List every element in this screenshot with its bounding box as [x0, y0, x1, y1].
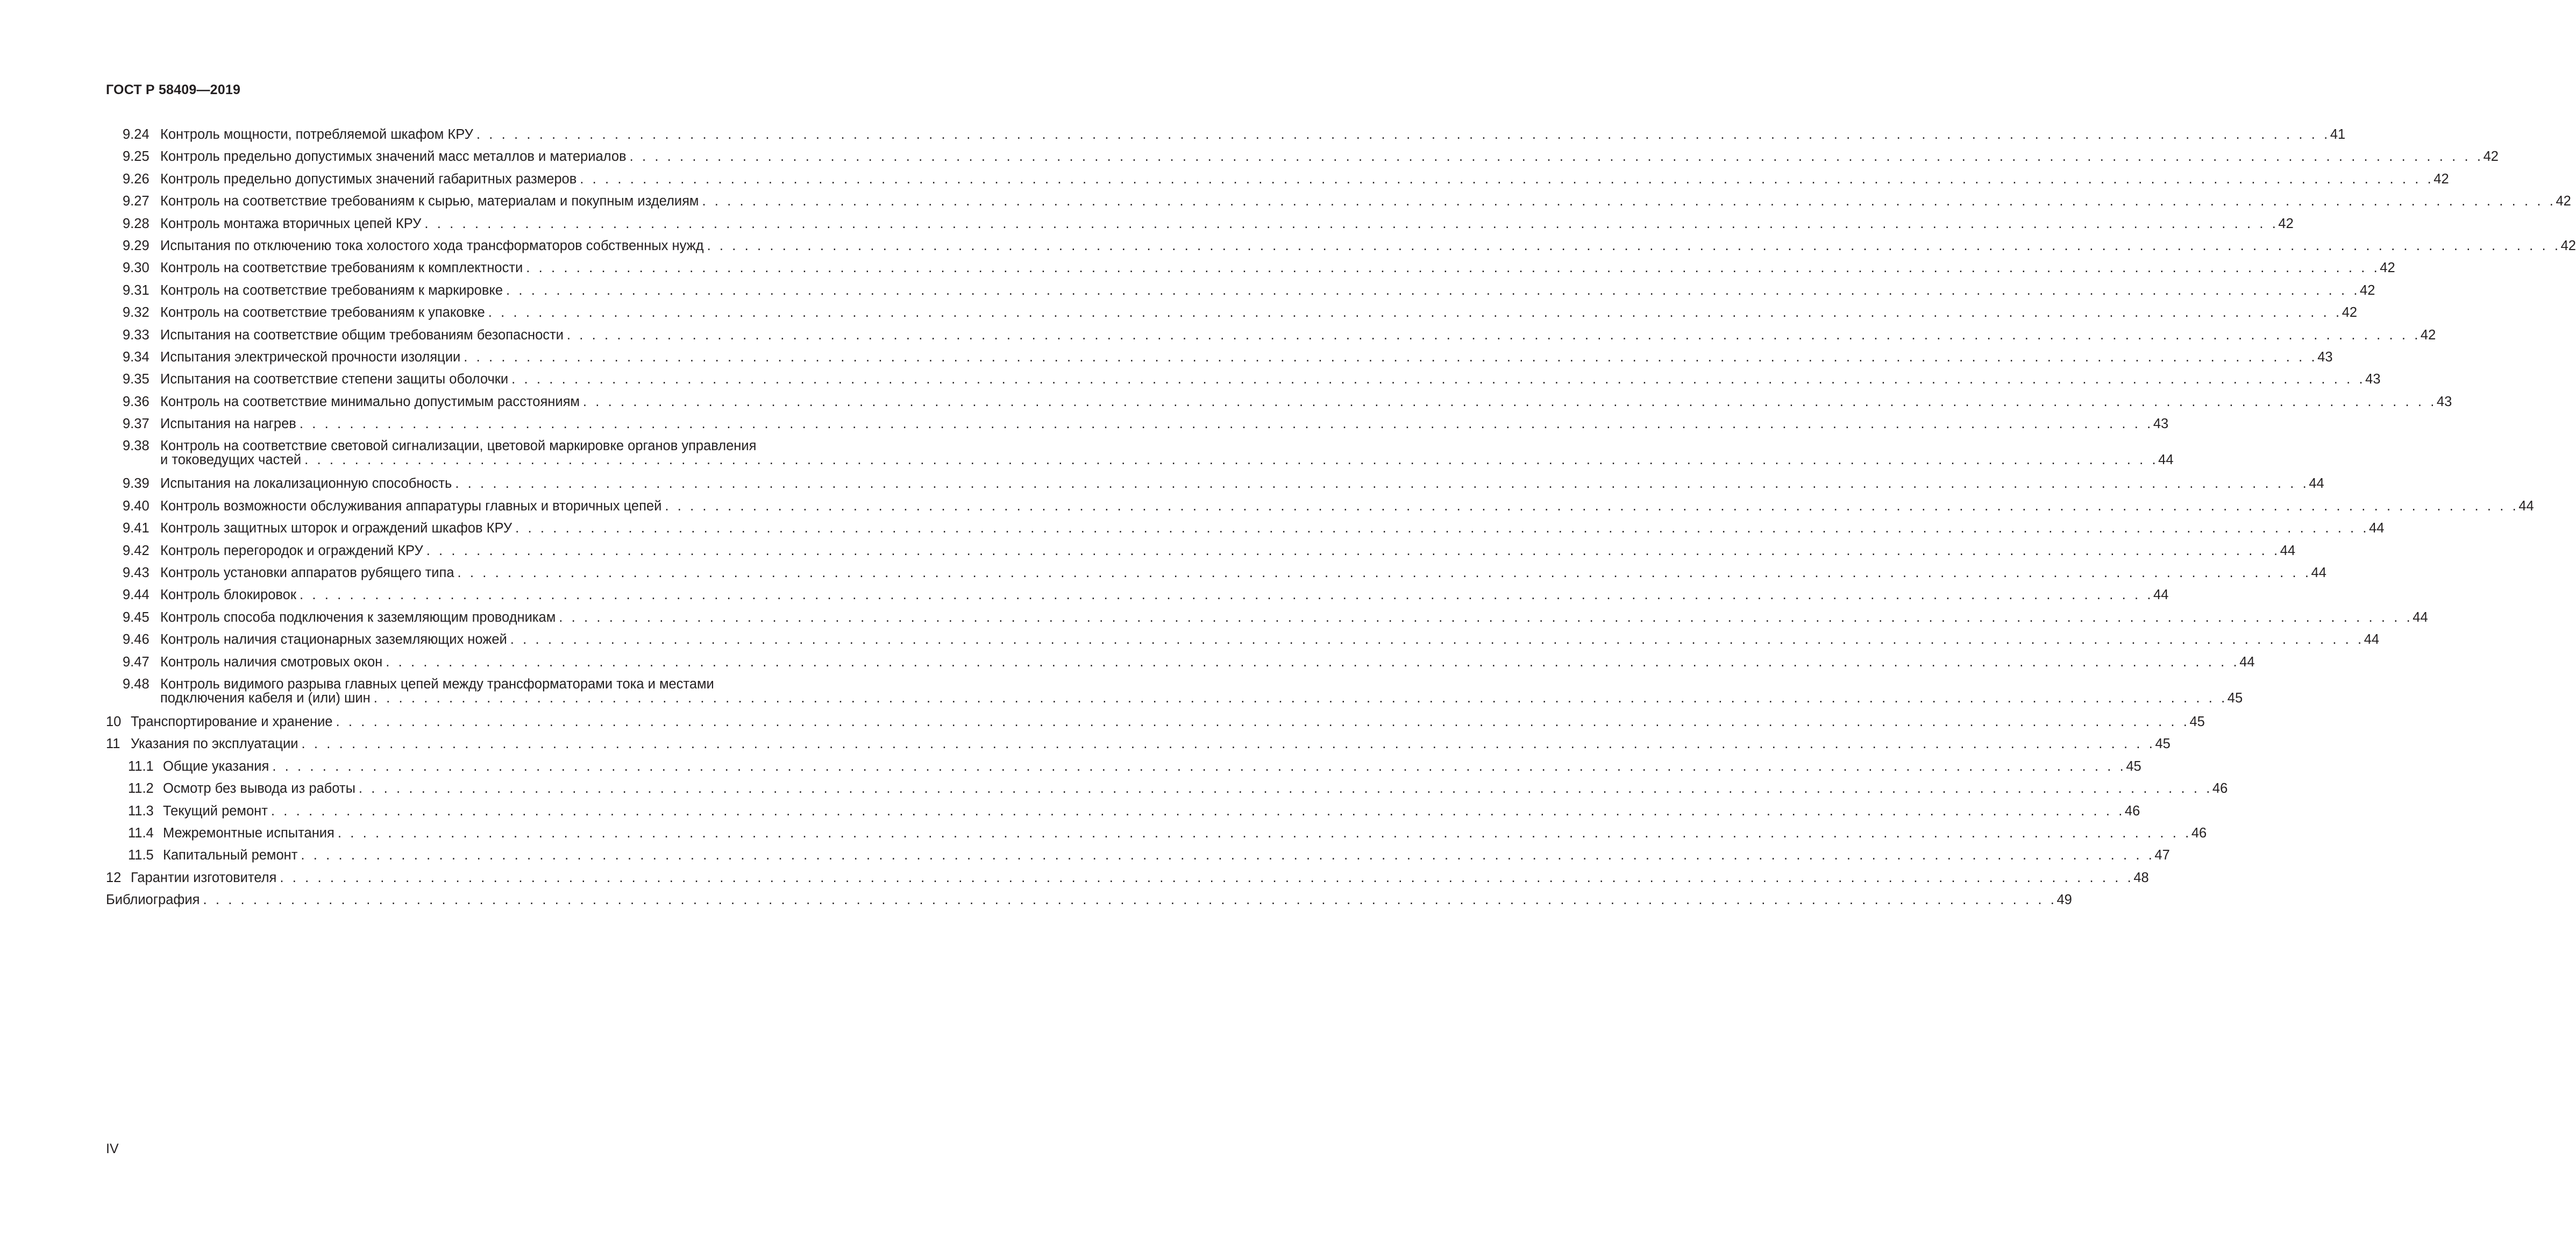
toc-entry-number: 9.48 [123, 676, 150, 692]
toc-entry-title: Контроль монтажа вторичных цепей КРУ [160, 216, 422, 231]
toc-entry-page: 47 [2154, 848, 2170, 863]
toc-entry-page: 44 [2518, 498, 2534, 514]
toc-entry-number: 9.44 [123, 587, 150, 603]
toc-entry-title: Испытания на соответствие общим требованиям безопасности [160, 327, 564, 343]
toc-entry-page: 44 [2364, 632, 2380, 648]
toc-entry[interactable] [0, 168, 2449, 190]
toc-entry[interactable] [0, 629, 2380, 651]
toc-entry-number: 9.32 [123, 305, 150, 321]
toc-entry-title: Осмотр без вывода из работы [163, 781, 355, 797]
toc-entry-title: Контроль наличия стационарных заземляющих ножей [160, 632, 507, 648]
toc-leader-dots: . . . . . . . . . . . . . . . . . . . . . . . . . . . . . . . . . . . . . . . . . . . . . . . . . . . . . . . . . . . . . . . . . . . . . . . . . . . . . . . . . . . . . . . . . . . . . . . . . . . . . . . . . . . . . . . . . . . . . . . . . . . . . . . . . . . . . . . . . . . . . . . . . . . . [336, 714, 2190, 729]
toc-entry-title: Контроль блокировок [160, 587, 297, 603]
toc-leader-dots: . . . . . . . . . . . . . . . . . . . . . . . . . . . . . . . . . . . . . . . . . . . . . . . . . . . . . . . . . . . . . . . . . . . . . . . . . . . . . . . . . . . . . . . . . . . . . . . . . . . . . . . . . . . . . . . . . . . . . . . . . . . . . . . . . . . . . . . . . . . . . . . . . . . . [629, 149, 2484, 165]
toc-entry-page: 42 [2360, 282, 2375, 298]
toc-entry-title: Гарантии изготовителя [131, 870, 277, 885]
toc-entry-number: 9.28 [123, 216, 150, 231]
toc-entry-title: Контроль на соответствие световой сигнализации, цветовой маркировке органов управления [160, 438, 757, 454]
toc-leader-dots: . . . . . . . . . . . . . . . . . . . . . . . . . . . . . . . . . . . . . . . . . . . . . . . . . . . . . . . . . . . . . . . . . . . . . . . . . . . . . . . . . . . . . . . . . . . . . . . . . . . . . . . . . . . . . . . . . . . . . . . . . . . . . . . . . . . . . . . . . . . . . . . . . . . . [510, 632, 2364, 648]
toc-entry-page: 43 [2317, 349, 2333, 365]
toc-entry-number: 9.39 [123, 476, 150, 492]
toc-entry-number: 9.24 [123, 127, 150, 142]
toc-entry-number: 11 [106, 736, 120, 752]
toc-leader-dots: . . . . . . . . . . . . . . . . . . . . . . . . . . . . . . . . . . . . . . . . . . . . . . . . . . . . . . . . . . . . . . . . . . . . . . . . . . . . . . . . . . . . . . . . . . . . . . . . . . . . . . . . . . . . . . . . . . . . . . . . . . . . . . . . . . . . . . . . . . . . . . . . . . . . [707, 238, 2561, 253]
toc-entry-page: 46 [2191, 825, 2207, 841]
toc-entry[interactable] [0, 257, 2395, 279]
toc-entry[interactable] [0, 562, 2326, 584]
toc-leader-dots: . . . . . . . . . . . . . . . . . . . . . . . . . . . . . . . . . . . . . . . . . . . . . . . . . . . . . . . . . . . . . . . . . . . . . . . . . . . . . . . . . . . . . . . . . . . . . . . . . . . . . . . . . . . . . . . . . . . . . . . . . . . . . . . . . . . . . . . . . . . . . . . . . . . . [665, 498, 2519, 514]
table-of-contents [0, 124, 2576, 912]
toc-entry-number: 10 [106, 714, 122, 729]
toc-entry-title: Испытания на соответствие степени защиты оболочки [160, 372, 509, 387]
toc-entry-title: Контроль возможности обслуживания аппаратуры главных и вторичных цепей [160, 498, 662, 514]
toc-entry[interactable] [0, 280, 2375, 302]
toc-entry-title: Капитальный ремонт [163, 848, 298, 863]
toc-entry-number: 11.2 [128, 781, 154, 797]
toc-entry[interactable] [0, 651, 2255, 673]
toc-entry-title: и токоведущих частей [160, 452, 302, 468]
toc-entry-number: 9.35 [123, 372, 150, 387]
toc-entry-page: 46 [2124, 803, 2140, 819]
toc-entry-title: Контроль мощности, потребляемой шкафом КРУ [160, 127, 473, 142]
toc-entry-page: 49 [2056, 892, 2072, 908]
toc-entry[interactable] [0, 146, 2499, 168]
toc-leader-dots: . . . . . . . . . . . . . . . . . . . . . . . . . . . . . . . . . . . . . . . . . . . . . . . . . . . . . . . . . . . . . . . . . . . . . . . . . . . . . . . . . . . . . . . . . . . . . . . . . . . . . . . . . . . . . . . . . . . . . . . . . . . . . . . . . . . . . . . . . . . . . . . . . . . . [426, 543, 2280, 558]
toc-entry-title: Текущий ремонт [163, 803, 268, 819]
toc-entry-number: 9.46 [123, 632, 150, 648]
toc-entry-title: Испытания электрической прочности изоляции [160, 349, 461, 365]
toc-entry[interactable] [0, 673, 2243, 711]
toc-entry[interactable] [0, 368, 2381, 390]
toc-leader-dots: . . . . . . . . . . . . . . . . . . . . . . . . . . . . . . . . . . . . . . . . . . . . . . . . . . . . . . . . . . . . . . . . . . . . . . . . . . . . . . . . . . . . . . . . . . . . . . . . . . . . . . . . . . . . . . . . . . . . . . . . . . . . . . . . . . . . . . . . . . . . . . . . . . . . [304, 452, 2159, 468]
toc-leader-dots: . . . . . . . . . . . . . . . . . . . . . . . . . . . . . . . . . . . . . . . . . . . . . . . . . . . . . . . . . . . . . . . . . . . . . . . . . . . . . . . . . . . . . . . . . . . . . . . . . . . . . . . . . . . . . . . . . . . . . . . . . . . . . . . . . . . . . . . . . . . . . . . . . . . . [559, 609, 2413, 625]
toc-leader-dots: . . . . . . . . . . . . . . . . . . . . . . . . . . . . . . . . . . . . . . . . . . . . . . . . . . . . . . . . . . . . . . . . . . . . . . . . . . . . . . . . . . . . . . . . . . . . . . . . . . . . . . . . . . . . . . . . . . . . . . . . . . . . . . . . . . . . . . . . . . . . . . . . . . . . [271, 803, 2125, 819]
toc-leader-dots: . . . . . . . . . . . . . . . . . . . . . . . . . . . . . . . . . . . . . . . . . . . . . . . . . . . . . . . . . . . . . . . . . . . . . . . . . . . . . . . . . . . . . . . . . . . . . . . . . . . . . . . . . . . . . . . . . . . . . . . . . . . . . . . . . . . . . . . . . . . . . . . . . . . . [476, 127, 2330, 142]
toc-entry-number: 9.33 [123, 327, 150, 343]
toc-entry[interactable] [0, 124, 2346, 146]
toc-entry-number: 9.31 [123, 282, 150, 298]
toc-leader-dots: . . . . . . . . . . . . . . . . . . . . . . . . . . . . . . . . . . . . . . . . . . . . . . . . . . . . . . . . . . . . . . . . . . . . . . . . . . . . . . . . . . . . . . . . . . . . . . . . . . . . . . . . . . . . . . . . . . . . . . . . . . . . . . . . . . . . . . . . . . . . . . . . . . . . [526, 260, 2380, 276]
toc-entry-page: 42 [2278, 216, 2294, 231]
toc-leader-dots: . . . . . . . . . . . . . . . . . . . . . . . . . . . . . . . . . . . . . . . . . . . . . . . . . . . . . . . . . . . . . . . . . . . . . . . . . . . . . . . . . . . . . . . . . . . . . . . . . . . . . . . . . . . . . . . . . . . . . . . . . . . . . . . . . . . . . . . . . . . . . . . . . . . . [301, 736, 2155, 752]
toc-entry[interactable] [0, 889, 2072, 911]
toc-entry[interactable] [0, 844, 2170, 866]
toc-entry-number: 9.27 [123, 194, 150, 209]
toc-entry[interactable] [0, 213, 2294, 235]
toc-entry-title: Контроль предельно допустимых значений масс металлов и материалов [160, 149, 627, 165]
toc-entry-number: 9.29 [123, 238, 150, 253]
toc-entry-page: 45 [2155, 736, 2171, 752]
toc-entry-number: 9.45 [123, 609, 150, 625]
toc-entry-number: 9.43 [123, 565, 150, 581]
toc-entry-title: Контроль предельно допустимых значений габаритных размеров [160, 171, 577, 187]
toc-leader-dots: . . . . . . . . . . . . . . . . . . . . . . . . . . . . . . . . . . . . . . . . . . . . . . . . . . . . . . . . . . . . . . . . . . . . . . . . . . . . . . . . . . . . . . . . . . . . . . . . . . . . . . . . . . . . . . . . . . . . . . . . . . . . . . . . . . . . . . . . . . . . . . . . . . . . [582, 394, 2437, 409]
toc-entry-number: 9.42 [123, 543, 150, 558]
toc-entry-page: 43 [2153, 416, 2169, 432]
toc-entry-page: 44 [2153, 587, 2169, 603]
toc-entry-number: 9.47 [123, 654, 150, 670]
toc-leader-dots: . . . . . . . . . . . . . . . . . . . . . . . . . . . . . . . . . . . . . . . . . . . . . . . . . . . . . . . . . . . . . . . . . . . . . . . . . . . . . . . . . . . . . . . . . . . . . . . . . . . . . . . . . . . . . . . . . . . . . . . . . . . . . . . . . . . . . . . . . . . . . . . . . . . . [386, 654, 2240, 670]
toc-leader-dots: . . . . . . . . . . . . . . . . . . . . . . . . . . . . . . . . . . . . . . . . . . . . . . . . . . . . . . . . . . . . . . . . . . . . . . . . . . . . . . . . . . . . . . . . . . . . . . . . . . . . . . . . . . . . . . . . . . . . . . . . . . . . . . . . . . . . . . . . . . . . . . . . . . . . [424, 216, 2279, 231]
toc-entry[interactable] [0, 324, 2436, 346]
toc-leader-dots: . . . . . . . . . . . . . . . . . . . . . . . . . . . . . . . . . . . . . . . . . . . . . . . . . . . . . . . . . . . . . . . . . . . . . . . . . . . . . . . . . . . . . . . . . . . . . . . . . . . . . . . . . . . . . . . . . . . . . . . . . . . . . . . . . . . . . . . . . . . . . . . . . . . . [566, 327, 2421, 343]
toc-leader-dots: . . . . . . . . . . . . . . . . . . . . . . . . . . . . . . . . . . . . . . . . . . . . . . . . . . . . . . . . . . . . . . . . . . . . . . . . . . . . . . . . . . . . . . . . . . . . . . . . . . . . . . . . . . . . . . . . . . . . . . . . . . . . . . . . . . . . . . . . . . . . . . . . . . . . [300, 587, 2154, 603]
toc-entry-page: 44 [2309, 476, 2324, 492]
toc-entry-page: 45 [2189, 714, 2205, 729]
toc-entry-page: 42 [2342, 305, 2358, 321]
toc-entry[interactable] [0, 391, 2452, 413]
toc-entry-page: 45 [2227, 690, 2243, 706]
toc-entry-title: Контроль защитных шторок и ограждений шкафов КРУ [160, 521, 513, 536]
toc-entry[interactable] [0, 867, 2149, 889]
toc-leader-dots: . . . . . . . . . . . . . . . . . . . . . . . . . . . . . . . . . . . . . . . . . . . . . . . . . . . . . . . . . . . . . . . . . . . . . . . . . . . . . . . . . . . . . . . . . . . . . . . . . . . . . . . . . . . . . . . . . . . . . . . . . . . . . . . . . . . . . . . . . . . . . . . . . . . . [203, 892, 2057, 908]
toc-entry-title: Контроль на соответствие требованиям к комплектности [160, 260, 523, 276]
toc-entry[interactable] [0, 413, 2169, 435]
toc-entry-number: 9.37 [123, 416, 150, 432]
toc-leader-dots: . . . . . . . . . . . . . . . . . . . . . . . . . . . . . . . . . . . . . . . . . . . . . . . . . . . . . . . . . . . . . . . . . . . . . . . . . . . . . . . . . . . . . . . . . . . . . . . . . . . . . . . . . . . . . . . . . . . . . . . . . . . . . . . . . . . . . . . . . . . . . . . . . . . . [515, 521, 2369, 536]
toc-entry-page: 45 [2126, 758, 2141, 774]
toc-entry[interactable] [0, 607, 2428, 629]
toc-leader-dots: . . . . . . . . . . . . . . . . . . . . . . . . . . . . . . . . . . . . . . . . . . . . . . . . . . . . . . . . . . . . . . . . . . . . . . . . . . . . . . . . . . . . . . . . . . . . . . . . . . . . . . . . . . . . . . . . . . . . . . . . . . . . . . . . . . . . . . . . . . . . . . . . . . . . [702, 194, 2556, 209]
toc-entry[interactable] [0, 495, 2534, 517]
toc-entry-page: 42 [2556, 194, 2571, 209]
toc-entry-page: 44 [2413, 609, 2428, 625]
toc-entry[interactable] [0, 711, 2205, 733]
toc-entry-title: Библиография [106, 892, 200, 908]
toc-leader-dots: . . . . . . . . . . . . . . . . . . . . . . . . . . . . . . . . . . . . . . . . . . . . . . . . . . . . . . . . . . . . . . . . . . . . . . . . . . . . . . . . . . . . . . . . . . . . . . . . . . . . . . . . . . . . . . . . . . . . . . . . . . . . . . . . . . . . . . . . . . . . . . . . . . . . [337, 825, 2191, 841]
toc-entry-number: 9.38 [123, 438, 150, 454]
toc-entry-title: Контроль на соответствие минимально допустимым расстояниям [160, 394, 580, 409]
toc-leader-dots: . . . . . . . . . . . . . . . . . . . . . . . . . . . . . . . . . . . . . . . . . . . . . . . . . . . . . . . . . . . . . . . . . . . . . . . . . . . . . . . . . . . . . . . . . . . . . . . . . . . . . . . . . . . . . . . . . . . . . . . . . . . . . . . . . . . . . . . . . . . . . . . . . . . . [464, 349, 2318, 365]
document-header: ГОСТ Р 58409—2019 [106, 82, 241, 97]
toc-entry-title: Контроль наличия смотровых окон [160, 654, 383, 670]
toc-entry[interactable] [0, 756, 2141, 778]
toc-entry-title: Контроль способа подключения к заземляющим проводникам [160, 609, 556, 625]
toc-entry-page: 43 [2436, 394, 2452, 409]
toc-entry-title: Испытания по отключению тока холостого хода трансформаторов собственных нужд [160, 238, 704, 253]
toc-entry-number: 9.25 [123, 149, 150, 165]
toc-entry-title: Указания по эксплуатации [131, 736, 298, 752]
toc-leader-dots: . . . . . . . . . . . . . . . . . . . . . . . . . . . . . . . . . . . . . . . . . . . . . . . . . . . . . . . . . . . . . . . . . . . . . . . . . . . . . . . . . . . . . . . . . . . . . . . . . . . . . . . . . . . . . . . . . . . . . . . . . . . . . . . . . . . . . . . . . . . . . . . . . . . . [511, 372, 2366, 387]
toc-entry[interactable] [0, 435, 2174, 473]
toc-entry-title: подключения кабеля и (или) шин [160, 690, 371, 706]
page-number: IV [106, 1141, 119, 1156]
toc-entry-number: 12 [106, 870, 122, 885]
toc-leader-dots: . . . . . . . . . . . . . . . . . . . . . . . . . . . . . . . . . . . . . . . . . . . . . . . . . . . . . . . . . . . . . . . . . . . . . . . . . . . . . . . . . . . . . . . . . . . . . . . . . . . . . . . . . . . . . . . . . . . . . . . . . . . . . . . . . . . . . . . . . . . . . . . . . . . . [457, 565, 2311, 581]
toc-entry[interactable] [0, 517, 2385, 539]
toc-entry-page: 42 [2560, 238, 2576, 253]
toc-entry-title: Контроль установки аппаратов рубящего типа [160, 565, 454, 581]
toc-entry-number: 11.4 [128, 825, 154, 841]
toc-entry-number: 9.40 [123, 498, 150, 514]
toc-entry-page: 42 [2420, 327, 2436, 343]
toc-entry-title: Общие указания [163, 758, 269, 774]
toc-leader-dots: . . . . . . . . . . . . . . . . . . . . . . . . . . . . . . . . . . . . . . . . . . . . . . . . . . . . . . . . . . . . . . . . . . . . . . . . . . . . . . . . . . . . . . . . . . . . . . . . . . . . . . . . . . . . . . . . . . . . . . . . . . . . . . . . . . . . . . . . . . . . . . . . . . . . [580, 171, 2434, 187]
toc-entry-page: 41 [2330, 127, 2346, 142]
toc-entry[interactable] [0, 733, 2171, 755]
toc-entry[interactable] [0, 302, 2358, 324]
toc-entry-title: Контроль на соответствие требованиям к сырью, материалам и покупным изделиям [160, 194, 699, 209]
toc-leader-dots: . . . . . . . . . . . . . . . . . . . . . . . . . . . . . . . . . . . . . . . . . . . . . . . . . . . . . . . . . . . . . . . . . . . . . . . . . . . . . . . . . . . . . . . . . . . . . . . . . . . . . . . . . . . . . . . . . . . . . . . . . . . . . . . . . . . . . . . . . . . . . . . . . . . . [488, 305, 2342, 321]
toc-entry-number: 9.34 [123, 349, 150, 365]
toc-entry-page: 42 [2483, 149, 2499, 165]
toc-entry[interactable] [0, 190, 2571, 212]
toc-entry-page: 46 [2212, 781, 2228, 797]
toc-leader-dots: . . . . . . . . . . . . . . . . . . . . . . . . . . . . . . . . . . . . . . . . . . . . . . . . . . . . . . . . . . . . . . . . . . . . . . . . . . . . . . . . . . . . . . . . . . . . . . . . . . . . . . . . . . . . . . . . . . . . . . . . . . . . . . . . . . . . . . . . . . . . . . . . . . . . [280, 870, 2134, 885]
toc-entry-number: 11.5 [128, 848, 154, 863]
toc-entry-page: 42 [2380, 260, 2395, 276]
toc-entry[interactable] [0, 778, 2228, 800]
toc-entry-page: 44 [2280, 543, 2296, 558]
toc-entry-page: 48 [2133, 870, 2149, 885]
toc-entry[interactable] [0, 822, 2207, 844]
toc-entry[interactable] [0, 235, 2576, 257]
toc-leader-dots: . . . . . . . . . . . . . . . . . . . . . . . . . . . . . . . . . . . . . . . . . . . . . . . . . . . . . . . . . . . . . . . . . . . . . . . . . . . . . . . . . . . . . . . . . . . . . . . . . . . . . . . . . . . . . . . . . . . . . . . . . . . . . . . . . . . . . . . . . . . . . . . . . . . . [299, 416, 2153, 432]
toc-entry-page: 44 [2239, 654, 2255, 670]
toc-entry-title: Контроль на соответствие требованиям к маркировке [160, 282, 503, 298]
toc-leader-dots: . . . . . . . . . . . . . . . . . . . . . . . . . . . . . . . . . . . . . . . . . . . . . . . . . . . . . . . . . . . . . . . . . . . . . . . . . . . . . . . . . . . . . . . . . . . . . . . . . . . . . . . . . . . . . . . . . . . . . . . . . . . . . . . . . . . . . . . . . . . . . . . . . . . . [301, 848, 2155, 863]
toc-entry-title: Контроль видимого разрыва главных цепей между трансформаторами тока и местами [160, 676, 714, 692]
toc-entry-number: 11.3 [128, 803, 154, 819]
toc-entry-number: 9.36 [123, 394, 150, 409]
toc-entry[interactable] [0, 540, 2296, 562]
toc-leader-dots: . . . . . . . . . . . . . . . . . . . . . . . . . . . . . . . . . . . . . . . . . . . . . . . . . . . . . . . . . . . . . . . . . . . . . . . . . . . . . . . . . . . . . . . . . . . . . . . . . . . . . . . . . . . . . . . . . . . . . . . . . . . . . . . . . . . . . . . . . . . . . . . . . . . . [272, 758, 2126, 774]
toc-entry-page: 44 [2311, 565, 2326, 581]
toc-entry-page: 44 [2158, 452, 2174, 468]
toc-entry-page: 44 [2369, 521, 2385, 536]
toc-entry-page: 42 [2433, 171, 2449, 187]
toc-entry[interactable] [0, 473, 2324, 495]
toc-leader-dots: . . . . . . . . . . . . . . . . . . . . . . . . . . . . . . . . . . . . . . . . . . . . . . . . . . . . . . . . . . . . . . . . . . . . . . . . . . . . . . . . . . . . . . . . . . . . . . . . . . . . . . . . . . . . . . . . . . . . . . . . . . . . . . . . . . . . . . . . . . . . . . . . . . . . [373, 690, 2228, 706]
toc-entry[interactable] [0, 584, 2169, 606]
toc-entry-title: Контроль на соответствие требованиям к упаковке [160, 305, 485, 321]
toc-leader-dots: . . . . . . . . . . . . . . . . . . . . . . . . . . . . . . . . . . . . . . . . . . . . . . . . . . . . . . . . . . . . . . . . . . . . . . . . . . . . . . . . . . . . . . . . . . . . . . . . . . . . . . . . . . . . . . . . . . . . . . . . . . . . . . . . . . . . . . . . . . . . . . . . . . . . [455, 476, 2309, 492]
toc-entry-number: 9.41 [123, 521, 150, 536]
toc-entry-number: 9.26 [123, 171, 150, 187]
toc-entry-page: 43 [2365, 372, 2381, 387]
toc-entry-title: Испытания на нагрев [160, 416, 296, 432]
toc-entry-title: Транспортирование и хранение [131, 714, 333, 729]
toc-entry-title: Межремонтные испытания [163, 825, 335, 841]
toc-entry[interactable] [0, 800, 2140, 822]
toc-leader-dots: . . . . . . . . . . . . . . . . . . . . . . . . . . . . . . . . . . . . . . . . . . . . . . . . . . . . . . . . . . . . . . . . . . . . . . . . . . . . . . . . . . . . . . . . . . . . . . . . . . . . . . . . . . . . . . . . . . . . . . . . . . . . . . . . . . . . . . . . . . . . . . . . . . . . [358, 781, 2212, 797]
toc-entry[interactable] [0, 346, 2333, 368]
toc-entry-title: Контроль перегородок и ограждений КРУ [160, 543, 423, 558]
toc-entry-title: Испытания на локализационную способность [160, 476, 452, 492]
toc-entry-number: 9.30 [123, 260, 150, 276]
toc-leader-dots: . . . . . . . . . . . . . . . . . . . . . . . . . . . . . . . . . . . . . . . . . . . . . . . . . . . . . . . . . . . . . . . . . . . . . . . . . . . . . . . . . . . . . . . . . . . . . . . . . . . . . . . . . . . . . . . . . . . . . . . . . . . . . . . . . . . . . . . . . . . . . . . . . . . . [506, 282, 2360, 298]
toc-entry-number: 11.1 [128, 758, 154, 774]
